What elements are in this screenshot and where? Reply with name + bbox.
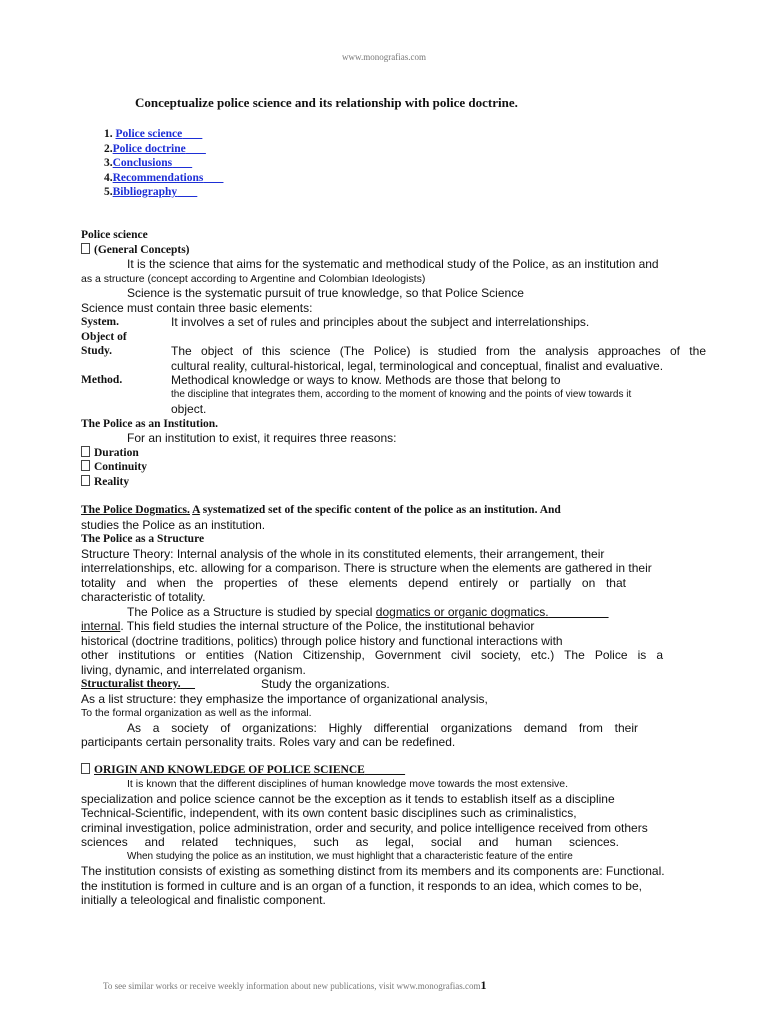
page-number: 1 <box>480 978 487 992</box>
toc-item: 3.Conclusions <box>104 157 173 169</box>
paragraph-line: interrelationships, etc. allowing for a comparison. There is structure when the elements are gathered in their <box>81 561 652 575</box>
paragraph-line: Structure Theory: Internal analysis of the whole in its constituted elements, their arrangement, their <box>81 546 605 561</box>
paragraph-line: It is the science that aims for the systematic and methodical study of the Police, as an institution and <box>127 257 659 271</box>
toc-link-bibliography[interactable]: Bibliography <box>112 186 178 198</box>
definition-study: Study. The object of this science (The Police) is studied from the analysis approaches of the <box>81 344 706 358</box>
paragraph-line: initially a teleological and finalistic component. <box>81 893 326 907</box>
section-heading-institution: The Police as an Institution. <box>81 417 219 430</box>
paragraph-line: To the formal organization as well as the informal. <box>81 707 312 719</box>
paragraph-line: As a society of organizations: Highly differential organizations demand from their <box>127 720 638 735</box>
toc-item: 2.Police doctrine <box>104 142 186 155</box>
definition-method-cont: the discipline that integrates them, according to the moment of knowing and the points of view towards it <box>171 388 632 400</box>
definition-method-cont: object. <box>171 402 207 416</box>
paragraph-line: other institutions or entities (Nation Citizenship, Government civil society, etc.) The Police is a <box>81 648 663 662</box>
paragraph-line: criminal investigation, police administration, order and security, and police intelligence received from others <box>81 820 648 835</box>
paragraph-line: Science is the systematic pursuit of true knowledge, so that Police Science <box>127 286 524 300</box>
paragraph-line: The institution consists of existing as something distinct from its members and its components are: Functional. <box>81 864 665 878</box>
paragraph-line: Science must contain three basic elements: <box>81 300 313 315</box>
document-title: Conceptualize police science and its relationship with police doctrine. <box>135 95 518 110</box>
paragraph-line: the institution is formed in culture and is an organ of a function, it responds to an idea, which comes to be, <box>81 878 642 893</box>
checkbox-bullet-icon <box>81 446 90 457</box>
toc-item: 1. Police science <box>104 128 183 140</box>
footer-text: To see similar works or receive weekly information about new publications, visit www.monografias.com <box>103 981 481 991</box>
paragraph-line: When studying the police as an institution, we must highlight that a characteristic feature of the entire <box>127 850 573 862</box>
checkbox-bullet-icon <box>81 475 90 486</box>
list-item: Reality <box>81 475 706 490</box>
paragraph-line: characteristic of totality. <box>81 590 206 604</box>
toc-link-recommendations[interactable]: Recommendations <box>112 171 204 184</box>
section-heading-structure: The Police as a Structure <box>81 533 205 545</box>
checkbox-bullet-icon <box>81 763 90 774</box>
general-concepts-heading: (General Concepts) <box>81 243 706 258</box>
paragraph-line: as a structure (concept according to Argentine and Colombian Ideologists) <box>81 272 426 285</box>
checkbox-bullet-icon <box>81 243 90 254</box>
section-heading-origin: ORIGIN AND KNOWLEDGE OF POLICE SCIENCE <box>81 763 706 778</box>
paragraph-line: living, dynamic, and interrelated organism. <box>81 662 306 677</box>
paragraph-line: For an institution to exist, it requires three reasons: <box>127 431 397 445</box>
toc-link-police-science[interactable]: Police science <box>115 128 183 140</box>
definition-system: System. It involves a set of rules and principles about the subject and interrelationships. <box>81 315 590 329</box>
checkbox-bullet-icon <box>81 460 90 471</box>
toc-item: 4.Recommendations <box>104 171 204 184</box>
table-of-contents <box>104 127 223 200</box>
section-heading-dogmatics: The Police Dogmatics. A systematized set of the specific content of the police as an institution. And <box>81 504 561 516</box>
paragraph-line: The Police as a Structure is studied by special dogmatics or organic dogmatics. <box>127 604 549 619</box>
section-heading-police-science: Police science <box>81 229 148 241</box>
paragraph-line: internal. This field studies the internal structure of the Police, the institutional behavior <box>81 619 535 633</box>
toc-link-police-doctrine[interactable]: Police doctrine <box>112 142 186 155</box>
paragraph-line: As a list structure: they emphasize the importance of organizational analysis, <box>81 691 488 706</box>
definition-structuralist: Structuralist theory. Study the organizations. <box>81 677 390 691</box>
paragraph-line: It is known that the different disciplines of human knowledge move towards the most extensive. <box>127 778 569 790</box>
paragraph-line: sciences and related techniques, such as legal, social and human sciences. <box>81 835 619 849</box>
definition-object-term: Object of <box>81 330 127 343</box>
page-footer <box>103 978 486 993</box>
page-header-site: www.monografias.com <box>342 52 426 62</box>
paragraph-line: specialization and police science cannot be the exception as it tends to establish itself as a discipline <box>81 791 615 806</box>
paragraph-line: participants certain personality traits. Roles vary and can be redefined. <box>81 735 456 749</box>
document-body <box>81 228 706 908</box>
toc-item: 5.Bibliography <box>104 186 178 198</box>
list-item: Continuity <box>81 460 706 475</box>
toc-link-conclusions[interactable]: Conclusions <box>112 157 173 169</box>
paragraph-line: historical (doctrine traditions, politics) through police history and functional interactions with <box>81 633 563 648</box>
paragraph-line: totality and when the properties of these elements depend entirely or partially on that <box>81 575 626 590</box>
paragraph-line: Technical-Scientific, independent, with its own content basic disciplines such as criminalistics, <box>81 806 577 820</box>
definition-study-cont: cultural reality, cultural-historical, legal, terminological and conceptual, finalist and evaluative. <box>171 358 664 373</box>
list-item: Duration <box>81 446 706 461</box>
paragraph-line: studies the Police as an institution. <box>81 517 266 532</box>
definition-method: Method. Methodical knowledge or ways to know. Methods are those that belong to <box>81 373 561 387</box>
